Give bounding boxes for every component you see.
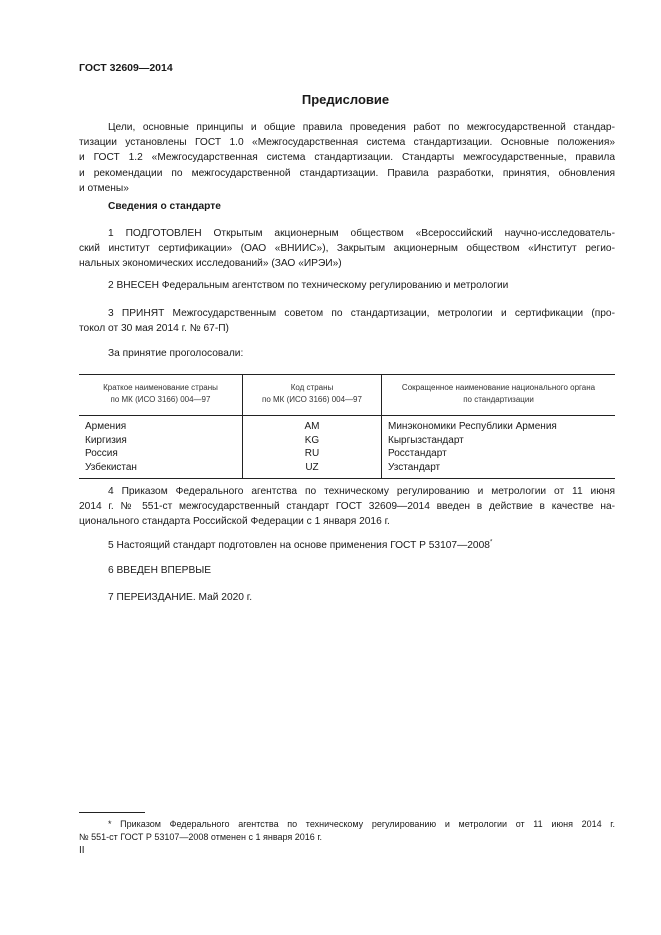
footnote-line: № 551-ст ГОСТ Р 53107—2008 отменен с 1 января 2016 г.: [79, 831, 322, 842]
authority-cell: Узстандарт: [382, 461, 616, 479]
intro-line: Цели, основные принципы и общие правила проведения работ по межгосударственной стандар-: [108, 122, 615, 133]
item-4-line: ционального стандарта Российской Федерации с 1 января 2016 г.: [79, 516, 390, 528]
item-1-line: нальных экономических исследований» (ЗАО «ИРЭИ»): [79, 258, 342, 270]
item-2: 2 ВНЕСЕН Федеральным агентством по техническому регулированию и метрологии: [108, 280, 509, 291]
country-cell: Россия: [85, 448, 118, 459]
intro-paragraph: [79, 120, 615, 196]
item-6: 6 ВВЕДЕН ВПЕРВЫЕ: [108, 565, 212, 576]
page-number: II: [79, 845, 85, 856]
authority-cell: Кыргызстандарт: [382, 434, 616, 448]
country-cell: Киргизия: [85, 434, 127, 446]
authority-cell: Минэкономики Республики Армения: [382, 416, 616, 434]
table-header-row: [79, 375, 615, 416]
table-row: [79, 434, 615, 448]
section-heading: Сведения о стандарте: [108, 201, 221, 212]
document-code: ГОСТ 32609—2014: [79, 62, 173, 74]
item-3: [79, 306, 615, 336]
item-1: [79, 226, 615, 272]
code-cell: AM: [243, 416, 382, 434]
item-4-line: 2014 г. № 551-ст межгосударственный стандарт ГОСТ 32609—2014 введен в действие в качестве на-: [79, 501, 615, 513]
header-line: Код страны: [290, 383, 334, 392]
code-cell: UZ: [243, 461, 382, 479]
code-cell: KG: [243, 434, 382, 448]
voting-table: [79, 374, 615, 479]
table-row: [79, 461, 615, 479]
item-3-line: 3 ПРИНЯТ Межгосударственным советом по стандартизации, метрологии и сертификации (про-: [108, 308, 615, 319]
item-1-line: ский институт сертификации» (ОАО «ВНИИС»), Закрытым акционерным обществом «Институт регио-: [79, 243, 615, 255]
footnote-marker[interactable]: *: [489, 539, 493, 546]
table-row: [79, 416, 615, 434]
authority-cell: Росстандарт: [382, 447, 616, 461]
intro-line: и отмены»: [79, 182, 129, 194]
item-3-line: токол от 30 мая 2014 г. № 67-П): [79, 323, 229, 335]
header-line: Краткое наименование страны: [103, 383, 218, 392]
item-5-text: 5 Настоящий стандарт подготовлен на основе применения ГОСТ Р 53107—2008: [108, 540, 490, 551]
code-cell: RU: [243, 447, 382, 461]
header-line: по стандартизации: [463, 395, 534, 404]
intro-line: тизации установлены ГОСТ 1.0 «Межгосударственная система стандартизации. Основные положения»: [79, 137, 615, 149]
page-title: Предисловие: [301, 92, 390, 107]
table-row: [79, 447, 615, 461]
column-header-code: [243, 375, 382, 416]
header-line: по МК (ИСО 3166) 004—97: [262, 395, 362, 404]
item-5: [79, 538, 615, 553]
item-1-line: 1 ПОДГОТОВЛЕН Открытым акционерным обществом «Всероссийский научно-исследователь-: [108, 228, 615, 239]
intro-line: и рекомендации по межгосударственной стандартизации. Правила разработки, принятия, обновления: [79, 167, 615, 179]
footnote-divider: [79, 812, 145, 813]
country-cell: Узбекистан: [79, 461, 243, 479]
footnote: [79, 818, 615, 843]
country-cell: Армения: [85, 421, 127, 432]
column-header-authority: [382, 375, 616, 416]
item-7: 7 ПЕРЕИЗДАНИЕ. Май 2020 г.: [108, 592, 253, 603]
header-line: Сокращенное наименование национального органа: [401, 383, 596, 392]
column-header-country: [79, 375, 243, 416]
item-4-line: 4 Приказом Федерального агентства по техническому регулированию и метрологии от 11 июня: [108, 486, 615, 497]
footnote-line: * Приказом Федерального агентства по техническому регулированию и метрологии от 11 июня 2014 г.: [108, 819, 615, 829]
voted-label: За принятие проголосовали:: [108, 348, 244, 359]
item-4: [79, 484, 615, 530]
header-line: по МК (ИСО 3166) 004—97: [110, 395, 211, 404]
intro-line: и ГОСТ 1.2 «Межгосударственная система стандартизации. Стандарты межгосударственные, правила: [79, 152, 615, 164]
